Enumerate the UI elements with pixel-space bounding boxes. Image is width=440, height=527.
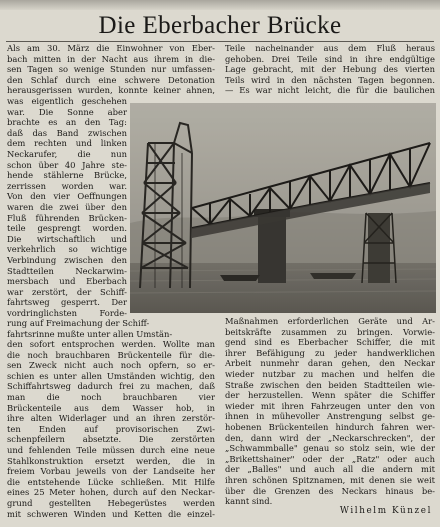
text-line: den, dann wird der „Neckarschrecken", der	[225, 432, 435, 443]
text-line: Lage gebracht, mit der Hebung des vierten	[225, 64, 435, 75]
text-line: Maßnahmen erforderlichen Geräte und Ar-	[225, 316, 435, 326]
text-line: und fehlenden Teile müssen durch eine neue	[7, 444, 215, 455]
text-line: Schiffahrtsweg dadurch frei zu machen, daß	[7, 381, 215, 392]
text-line: was eigentlich geschehen	[7, 96, 127, 106]
text-line: gehoben. Drei Teile sind in ihre endgültige	[225, 53, 435, 64]
text-line: der herzustellen. Wenn später die Schiffer	[225, 390, 435, 401]
text-line: Als am 30. März die Einwohner von Eber-	[7, 43, 215, 53]
text-line: die noch brauchbaren Brückenteile für die-	[7, 349, 215, 360]
column-1-top	[7, 43, 215, 96]
column-1-beside-photo	[7, 96, 173, 340]
text-line: — Es war nicht leicht, die für die baulichen	[225, 85, 435, 96]
author-signature: Wilhelm Künzel	[339, 506, 432, 516]
text-line: eines 25 Meter hohen, durch auf den Neckar-	[7, 487, 215, 498]
text-line: der „Balles" und auch all die andern mit	[225, 464, 435, 475]
text-line: schenpfeilern absetzte. Die zerstörten	[7, 434, 215, 445]
text-line: ten Enden auf provisorischen Zwi-	[7, 423, 215, 434]
text-line: man die noch brauchbaren vier	[7, 391, 215, 402]
text-line: Arbeit nunmehr daran gehen, den Neckar	[225, 358, 435, 369]
text-line: den sofort entsprochen werden. Wollte man	[7, 339, 215, 349]
text-line: war zerstört, der Schiff-	[7, 286, 127, 297]
text-line: Teile nacheinander aus dem Fluß heraus	[225, 43, 435, 53]
text-line: Von den vier Oeffnungen	[7, 191, 127, 202]
text-line: Stadtteilen Neckarwim-	[7, 265, 127, 276]
text-line: kannt sind.	[225, 496, 273, 507]
text-line: dem rechten und linken	[7, 138, 127, 149]
text-line: schien es unter allen Umständen wichtig, den	[7, 370, 215, 381]
text-line: sen Zweck nicht auch noch opfern, so er-	[7, 360, 215, 371]
text-line: Brückenteile aus dem Wasser hob, in	[7, 402, 215, 413]
bridge-photo	[130, 103, 436, 313]
text-line: sen Tagen so wenige Stunden nur umfassen-	[7, 64, 215, 75]
text-line: herausgerissen wurden, konnte keiner ahnen,	[7, 85, 215, 96]
text-line: verkehrlich so wichtige	[7, 244, 127, 255]
text-line: fahrtsrinne mußte unter allen Umstän-	[7, 329, 173, 340]
text-line: den Schlaf durch eine schwere Detonation	[7, 74, 215, 85]
text-line: Straße zwischen den beiden Stadtteilen wie-	[225, 379, 435, 390]
text-line: rung auf Freimachung der Schiff-	[7, 318, 150, 329]
text-line: die entstehende Lücke schließen. Mit Hilfe	[7, 476, 215, 487]
text-line: daß das Band zwischen	[7, 127, 127, 138]
text-line: mersbach und Eberbach	[7, 276, 127, 287]
text-line: wieder mit ihren Fahrzeugen unter den von	[225, 400, 435, 411]
text-line: hende stählerne Brücke,	[7, 170, 127, 181]
text-line: zerrissen worden war.	[7, 180, 127, 191]
text-line: ihre alten Widerlager und an ihren zerstör-	[7, 413, 215, 424]
text-line: beitskräfte zusammen zu bringen. Vorwie-	[225, 326, 435, 337]
text-line: teile gesprengt worden.	[7, 223, 127, 234]
text-line: fahrtsweg gesperrt. Der	[7, 297, 127, 308]
text-line: Die wirtschaftlich und	[7, 233, 127, 244]
bridge-photo-image	[130, 103, 436, 313]
text-line: Neckarufer, die nun	[7, 148, 127, 159]
text-line: bach mitten in der Nacht aus ihrem in die-	[7, 53, 215, 64]
text-line: grund gestellten Hebegerüstes werden	[7, 497, 215, 508]
text-line: war. Die Sonne aber	[7, 106, 127, 117]
text-line: Stahlkonstruktion ersetzt werden, die in	[7, 455, 215, 466]
text-line: mit schweren Winden und Ketten die einzel-	[7, 508, 215, 519]
text-line: Teils wird in den nächsten Tagen begonnen.	[225, 74, 435, 85]
column-2-bottom	[225, 316, 435, 507]
text-line: waren die zwei über den	[7, 201, 127, 212]
text-line: schon über 40 Jahre ste-	[7, 159, 127, 170]
text-line: ihrer Befähigung zu jeder handwerklichen	[225, 347, 435, 358]
text-line: Verbindung zwischen den	[7, 254, 127, 265]
text-line: wieder nutzbar zu machen und helfen die	[225, 368, 435, 379]
text-line: „Brikettshainer" oder der „Ratz" oder auch	[225, 453, 435, 464]
text-line: vordringlichsten Forde-	[7, 307, 127, 318]
text-line: hobenen Brückenteilen hindurch fahren wer-	[225, 421, 435, 432]
text-line: ihnen in mühevoller Anstrengung selbst ge-	[225, 411, 435, 422]
column-1-bottom	[7, 339, 215, 519]
title-rule	[6, 41, 434, 42]
previous-article-edge	[0, 0, 440, 10]
text-line: freiem Vorbau jeweils von der Landseite her	[7, 466, 215, 477]
article-title: Die Eberbacher Brücke	[98, 12, 342, 39]
text-line: über die Grenzen des Neckars hinaus be-	[225, 485, 435, 496]
column-2-top	[225, 43, 435, 96]
text-line: ihren schönen Spitznamen, mit denen sie weit	[225, 474, 435, 485]
text-line: „Schwammballe" genau so stolz sein, wie der	[225, 443, 435, 454]
text-line: Fluß führenden Brücken-	[7, 212, 127, 223]
text-line: gend sind es Eberbacher Schiffer, die mit	[225, 337, 435, 348]
text-line: brachte es an den Tag:	[7, 117, 127, 128]
